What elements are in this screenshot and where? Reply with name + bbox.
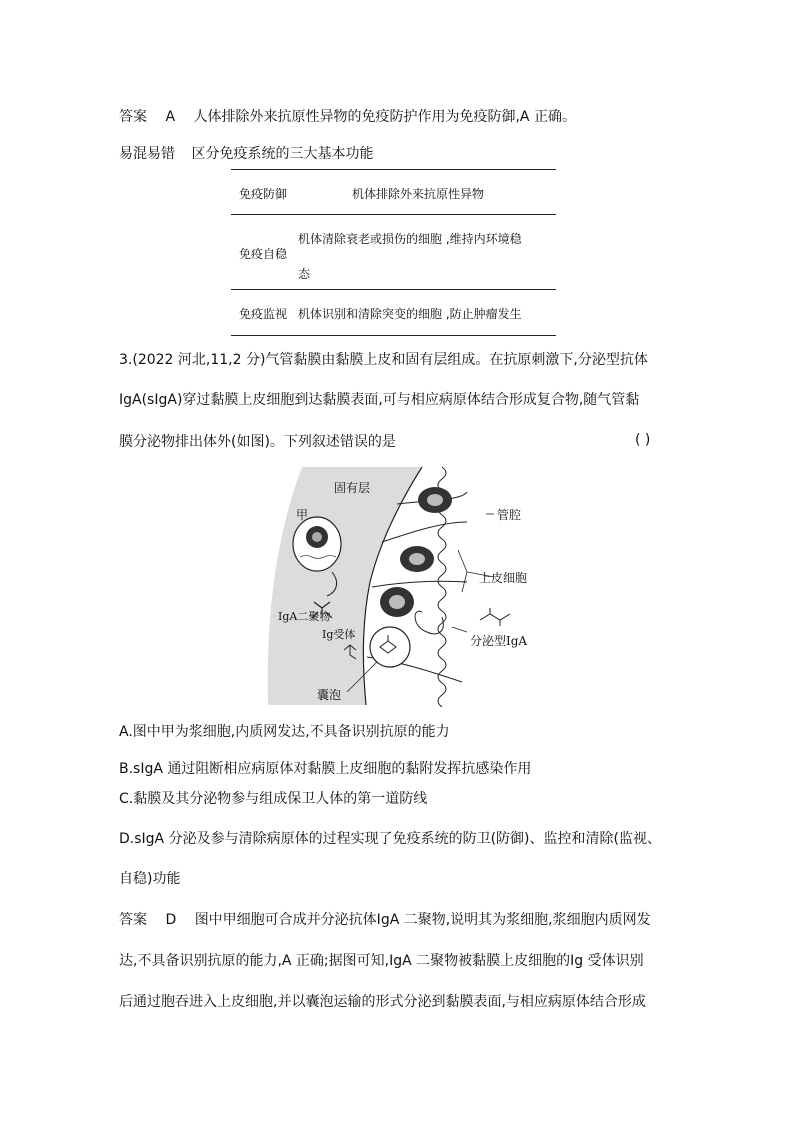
label-jia: 甲 bbox=[296, 508, 309, 522]
answer-line-2 bbox=[119, 910, 651, 930]
table-rule bbox=[231, 169, 556, 170]
plasma-cell-nucleus bbox=[312, 532, 322, 542]
answer-label: 答案 bbox=[119, 912, 147, 928]
option-a: A.图中甲为浆细胞,内质网发达,不具备识别抗原的能力 bbox=[119, 724, 450, 740]
answer-text: 图中甲细胞可合成并分泌抗体IgA 二聚物,说明其为浆细胞,浆细胞内质网发 bbox=[194, 912, 651, 928]
secreted-iga-icon bbox=[480, 608, 510, 626]
label-dimer: IgA二聚物 bbox=[278, 610, 331, 623]
mucosa-figure bbox=[262, 462, 694, 712]
tip-text: 区分免疫系统的三大基本功能 bbox=[191, 146, 374, 162]
question-line: 膜分泌物排出体外(如图)。下列叙述错误的是 bbox=[119, 434, 396, 450]
label-lumen: 管腔 bbox=[497, 508, 522, 522]
epithelial-cell-outline bbox=[372, 581, 467, 587]
option-c: C.黏膜及其分泌物参与组成保卫人体的第一道防线 bbox=[119, 791, 428, 807]
option-d-cont: 自稳)功能 bbox=[119, 871, 181, 887]
epithelial-cell-outline bbox=[382, 522, 467, 542]
table-term: 免疫监视 bbox=[239, 307, 288, 321]
table-desc: 机体识别和清除突变的细胞 ,防止肿瘤发生 bbox=[298, 307, 522, 321]
table-desc: 机体清除衰老或损伤的细胞 ,维持内环境稳 bbox=[298, 232, 522, 246]
table-rule bbox=[231, 335, 556, 336]
table-term: 免疫自稳 bbox=[239, 247, 288, 261]
tip-label: 易混易错 bbox=[119, 146, 175, 162]
table-desc: 态 bbox=[298, 267, 311, 281]
label-lamina: 固有层 bbox=[334, 481, 371, 495]
tip-line bbox=[119, 144, 373, 164]
nucleus bbox=[427, 494, 443, 506]
label-vesicle: 囊泡 bbox=[317, 688, 342, 702]
answer-key: D bbox=[165, 912, 177, 928]
label-epithelial: 上皮细胞 bbox=[479, 571, 528, 585]
nucleus bbox=[409, 553, 425, 565]
answer-line-1 bbox=[119, 107, 576, 127]
option-d: D.sIgA 分泌及参与清除病原体的过程实现了免疫系统的防卫(防御)、监控和清除(监视、 bbox=[119, 831, 661, 847]
answer-line-4: 后通过胞吞进入上皮细胞,并以囊泡运输的形式分泌到黏膜表面,与相应病原体结合形成 bbox=[119, 994, 646, 1010]
label-receptor: Ig受体 bbox=[322, 628, 356, 641]
answer-line-3: 达,不具备识别抗原的能力,A 正确;据图可知,IgA 二聚物被黏膜上皮细胞的Ig 受体识别 bbox=[119, 953, 644, 969]
question-line: 3.(2022 河北,11,2 分)气管黏膜由黏膜上皮和固有层组成。在抗原刺激下,分泌型抗体 bbox=[119, 352, 648, 368]
nucleus bbox=[389, 595, 405, 609]
answer-label: 答案 bbox=[119, 109, 147, 125]
table-rule bbox=[231, 289, 556, 290]
table-term: 免疫防御 bbox=[239, 187, 288, 201]
table-desc: 机体排除外来抗原性异物 bbox=[352, 187, 485, 201]
answer-key: A bbox=[165, 109, 176, 125]
answer-text: 人体排除外来抗原性异物的免疫防护作用为免疫防御,A 正确。 bbox=[193, 109, 576, 125]
exocytosis-pocket bbox=[415, 611, 443, 634]
leader-line bbox=[452, 627, 467, 632]
table-rule bbox=[231, 214, 556, 215]
lamina-propria-region bbox=[268, 467, 422, 705]
answer-paren: ( ) bbox=[635, 432, 651, 448]
vesicle bbox=[370, 627, 410, 667]
question-line: IgA(sIgA)穿过黏膜上皮细胞到达黏膜表面,可与相应病原体结合形成复合物,随气管黏 bbox=[119, 392, 640, 408]
option-b: B.sIgA 通过阻断相应病原体对黏膜上皮细胞的黏附发挥抗感染作用 bbox=[119, 761, 532, 777]
label-siga: 分泌型IgA bbox=[470, 634, 528, 648]
